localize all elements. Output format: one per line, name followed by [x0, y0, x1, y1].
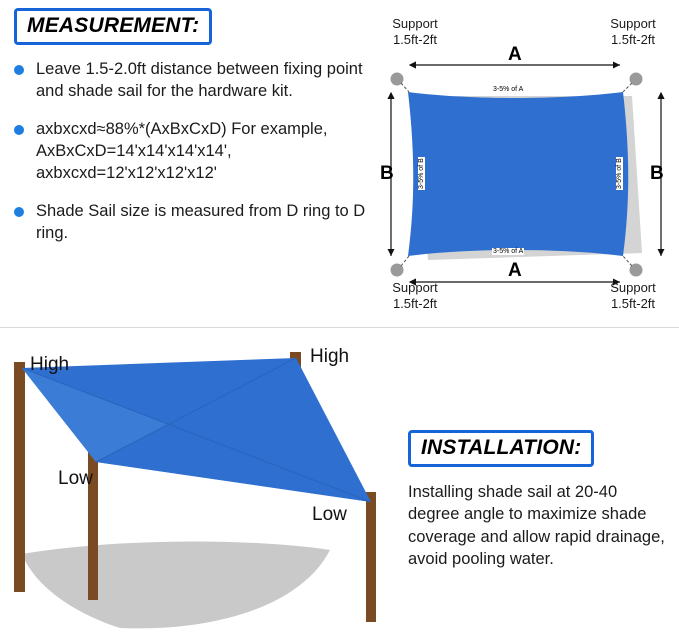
list-item — [14, 119, 384, 185]
connector-line — [401, 83, 409, 92]
support-label-top-right — [588, 16, 678, 47]
installation-text: Installing shade sail at 20-40 degree angle to maximize shade coverage and allow rapid drainage, avoid pooling water. — [408, 483, 665, 568]
list-item — [14, 59, 384, 103]
scene-label-low-left: Low — [58, 468, 93, 489]
support-label-line1: Support — [610, 16, 656, 31]
dimension-label-bottom-a: A — [508, 260, 522, 281]
dimension-label-left-b: B — [380, 163, 394, 184]
tolerance-label-right: 3-5% of B — [616, 158, 623, 189]
sail-shape — [408, 92, 628, 256]
support-label-line1: Support — [392, 280, 438, 295]
section-divider — [0, 327, 679, 328]
support-label-line2: 1.5ft-2ft — [610, 31, 656, 47]
sail-ground-shadow — [22, 541, 330, 628]
support-label-bottom-right — [588, 280, 678, 311]
tolerance-label-left: 3-5% of B — [418, 158, 425, 189]
measurement-bullet-list — [14, 59, 384, 245]
scene-label-low-right: Low — [312, 504, 347, 525]
connector-line — [623, 83, 632, 92]
measurement-bullet-text: Leave 1.5-2.0ft distance between fixing point and shade sail for the hardware kit. — [36, 60, 363, 100]
support-label-top-left — [370, 16, 460, 47]
dimension-label-top-a: A — [508, 44, 522, 65]
bullet-dot-icon — [14, 125, 24, 135]
post-low-right — [366, 492, 376, 622]
scene-label-high-right: High — [310, 346, 350, 367]
bullet-dot-icon — [14, 65, 24, 75]
tolerance-label-top: 3-5% of A — [493, 86, 524, 93]
support-label-line2: 1.5ft-2ft — [392, 295, 438, 311]
dimension-label-right-b: B — [650, 163, 664, 184]
bullet-dot-icon — [14, 207, 24, 217]
list-item — [14, 201, 384, 245]
measurement-heading: MEASUREMENT: — [14, 8, 212, 45]
post-high-left — [14, 362, 25, 592]
support-label-line1: Support — [610, 280, 656, 295]
measurement-bullet-text: axbxcxd≈88%*(AxBxCxD) For example, AxBxCxD=14'x14'x14'x14', axbxcxd=12'x12'x12'x12' — [36, 119, 328, 182]
support-label-bottom-left — [370, 280, 460, 311]
scene-label-high-left: High — [30, 354, 70, 375]
connector-line — [623, 256, 632, 266]
installation-scene — [0, 332, 410, 638]
connector-line — [401, 256, 409, 266]
tolerance-label-bottom: 3-5% of A — [493, 248, 524, 255]
support-label-line2: 1.5ft-2ft — [610, 295, 656, 311]
support-label-line2: 1.5ft-2ft — [392, 31, 438, 47]
installation-section — [408, 430, 670, 570]
measurement-section — [14, 8, 384, 261]
support-label-line1: Support — [392, 16, 438, 31]
measurement-bullet-text: Shade Sail size is measured from D ring to D ring. — [36, 201, 366, 242]
measurement-diagram — [380, 8, 675, 323]
installation-heading: INSTALLATION: — [408, 430, 594, 467]
